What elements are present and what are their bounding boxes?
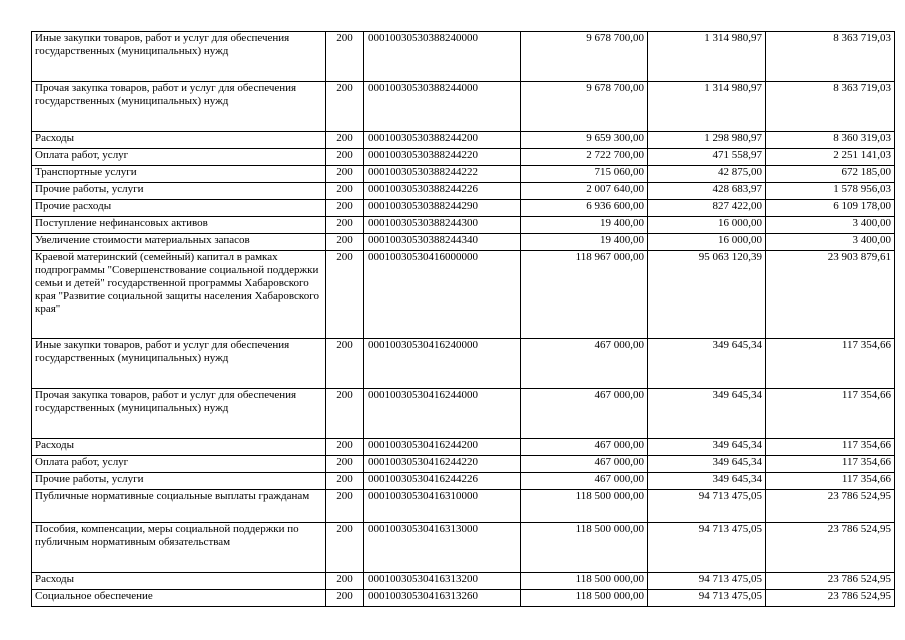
row-unexecuted: 117 354,66 [766, 456, 895, 473]
table-row [32, 166, 895, 183]
table-row [32, 473, 895, 490]
row-unexecuted: 23 786 524,95 [766, 523, 895, 573]
table-row [32, 234, 895, 251]
row-unexecuted: 8 360 319,03 [766, 132, 895, 149]
row-kbk: 00010030530388244226 [364, 183, 521, 200]
row-kbk: 00010030530388244222 [364, 166, 521, 183]
table-row [32, 573, 895, 590]
table-row [32, 456, 895, 473]
row-name: Расходы [32, 132, 326, 149]
row-code: 200 [326, 339, 364, 389]
row-executed: 16 000,00 [648, 234, 766, 251]
row-code: 200 [326, 132, 364, 149]
row-approved: 118 500 000,00 [521, 523, 648, 573]
row-kbk: 00010030530416313200 [364, 573, 521, 590]
row-kbk: 00010030530416000000 [364, 251, 521, 339]
row-executed: 94 713 475,05 [648, 523, 766, 573]
row-executed: 471 558,97 [648, 149, 766, 166]
row-name: Увеличение стоимости материальных запасов [32, 234, 326, 251]
row-name: Прочие работы, услуги [32, 473, 326, 490]
row-approved: 118 500 000,00 [521, 573, 648, 590]
table-row [32, 82, 895, 132]
row-kbk: 00010030530416313260 [364, 590, 521, 607]
row-kbk: 00010030530416244220 [364, 456, 521, 473]
row-unexecuted: 3 400,00 [766, 217, 895, 234]
row-approved: 467 000,00 [521, 389, 648, 439]
row-approved: 19 400,00 [521, 217, 648, 234]
row-approved: 467 000,00 [521, 456, 648, 473]
row-executed: 428 683,97 [648, 183, 766, 200]
row-executed: 94 713 475,05 [648, 590, 766, 607]
row-kbk: 00010030530416244226 [364, 473, 521, 490]
row-approved: 6 936 600,00 [521, 200, 648, 217]
row-unexecuted: 23 786 524,95 [766, 590, 895, 607]
row-name: Прочая закупка товаров, работ и услуг для обеспечения государственных (муниципальных) нужд [32, 389, 326, 439]
row-unexecuted: 117 354,66 [766, 439, 895, 456]
row-name: Краевой материнский (семейный) капитал в рамках подпрограммы "Совершенствование социальной поддержки семьи и детей" государственной программы Хабаровского края "Развитие социальной защиты населения Хабаровского края" [32, 251, 326, 339]
row-name: Расходы [32, 573, 326, 590]
table-row [32, 439, 895, 456]
row-unexecuted: 3 400,00 [766, 234, 895, 251]
row-code: 200 [326, 473, 364, 490]
row-code: 200 [326, 183, 364, 200]
row-kbk: 00010030530388244000 [364, 82, 521, 132]
row-code: 200 [326, 82, 364, 132]
row-code: 200 [326, 217, 364, 234]
table-row [32, 217, 895, 234]
table-row [32, 339, 895, 389]
row-executed: 349 645,34 [648, 473, 766, 490]
row-code: 200 [326, 573, 364, 590]
row-kbk: 00010030530388244290 [364, 200, 521, 217]
row-unexecuted: 672 185,00 [766, 166, 895, 183]
row-unexecuted: 23 786 524,95 [766, 573, 895, 590]
row-kbk: 00010030530416310000 [364, 490, 521, 523]
row-approved: 118 500 000,00 [521, 590, 648, 607]
budget-execution-table [31, 31, 895, 607]
row-name: Оплата работ, услуг [32, 149, 326, 166]
table-row [32, 32, 895, 82]
row-name: Расходы [32, 439, 326, 456]
row-name: Пособия, компенсации, меры социальной поддержки по публичным нормативным обязательствам [32, 523, 326, 573]
row-executed: 349 645,34 [648, 339, 766, 389]
row-code: 200 [326, 439, 364, 456]
table-row [32, 183, 895, 200]
row-unexecuted: 8 363 719,03 [766, 32, 895, 82]
row-executed: 349 645,34 [648, 456, 766, 473]
table-row [32, 590, 895, 607]
row-code: 200 [326, 200, 364, 217]
row-code: 200 [326, 234, 364, 251]
row-executed: 95 063 120,39 [648, 251, 766, 339]
row-name: Публичные нормативные социальные выплаты гражданам [32, 490, 326, 523]
row-name: Прочие расходы [32, 200, 326, 217]
row-executed: 349 645,34 [648, 439, 766, 456]
row-name: Транспортные услуги [32, 166, 326, 183]
row-name: Иные закупки товаров, работ и услуг для обеспечения государственных (муниципальных) нужд [32, 339, 326, 389]
row-code: 200 [326, 251, 364, 339]
row-executed: 1 314 980,97 [648, 82, 766, 132]
row-unexecuted: 117 354,66 [766, 473, 895, 490]
row-name: Социальное обеспечение [32, 590, 326, 607]
row-code: 200 [326, 389, 364, 439]
row-unexecuted: 2 251 141,03 [766, 149, 895, 166]
row-unexecuted: 8 363 719,03 [766, 82, 895, 132]
row-code: 200 [326, 523, 364, 573]
row-name: Оплата работ, услуг [32, 456, 326, 473]
row-name: Прочие работы, услуги [32, 183, 326, 200]
row-approved: 2 722 700,00 [521, 149, 648, 166]
table-row [32, 149, 895, 166]
row-unexecuted: 117 354,66 [766, 339, 895, 389]
table-row [32, 523, 895, 573]
row-kbk: 00010030530388244300 [364, 217, 521, 234]
row-kbk: 00010030530388244220 [364, 149, 521, 166]
row-executed: 827 422,00 [648, 200, 766, 217]
row-executed: 94 713 475,05 [648, 573, 766, 590]
row-approved: 118 500 000,00 [521, 490, 648, 523]
row-approved: 9 678 700,00 [521, 32, 648, 82]
table-body [32, 32, 895, 607]
row-kbk: 00010030530416244200 [364, 439, 521, 456]
row-code: 200 [326, 456, 364, 473]
row-unexecuted: 23 903 879,61 [766, 251, 895, 339]
row-kbk: 00010030530416240000 [364, 339, 521, 389]
row-approved: 467 000,00 [521, 339, 648, 389]
row-approved: 9 659 300,00 [521, 132, 648, 149]
row-code: 200 [326, 490, 364, 523]
row-code: 200 [326, 32, 364, 82]
row-unexecuted: 23 786 524,95 [766, 490, 895, 523]
row-approved: 715 060,00 [521, 166, 648, 183]
row-kbk: 00010030530388244200 [364, 132, 521, 149]
row-executed: 1 314 980,97 [648, 32, 766, 82]
row-kbk: 00010030530388244340 [364, 234, 521, 251]
table-row [32, 490, 895, 523]
row-code: 200 [326, 166, 364, 183]
row-approved: 19 400,00 [521, 234, 648, 251]
row-kbk: 00010030530388240000 [364, 32, 521, 82]
row-unexecuted: 117 354,66 [766, 389, 895, 439]
row-code: 200 [326, 590, 364, 607]
row-executed: 16 000,00 [648, 217, 766, 234]
row-executed: 349 645,34 [648, 389, 766, 439]
row-code: 200 [326, 149, 364, 166]
row-unexecuted: 1 578 956,03 [766, 183, 895, 200]
row-executed: 1 298 980,97 [648, 132, 766, 149]
row-executed: 94 713 475,05 [648, 490, 766, 523]
table-row [32, 200, 895, 217]
row-approved: 9 678 700,00 [521, 82, 648, 132]
row-approved: 118 967 000,00 [521, 251, 648, 339]
row-name: Прочая закупка товаров, работ и услуг для обеспечения государственных (муниципальных) нужд [32, 82, 326, 132]
row-approved: 467 000,00 [521, 439, 648, 456]
row-name: Иные закупки товаров, работ и услуг для обеспечения государственных (муниципальных) нужд [32, 32, 326, 82]
row-name: Поступление нефинансовых активов [32, 217, 326, 234]
row-unexecuted: 6 109 178,00 [766, 200, 895, 217]
row-approved: 2 007 640,00 [521, 183, 648, 200]
table-row [32, 389, 895, 439]
row-executed: 42 875,00 [648, 166, 766, 183]
row-approved: 467 000,00 [521, 473, 648, 490]
row-kbk: 00010030530416244000 [364, 389, 521, 439]
table-row [32, 251, 895, 339]
row-kbk: 00010030530416313000 [364, 523, 521, 573]
table-row [32, 132, 895, 149]
